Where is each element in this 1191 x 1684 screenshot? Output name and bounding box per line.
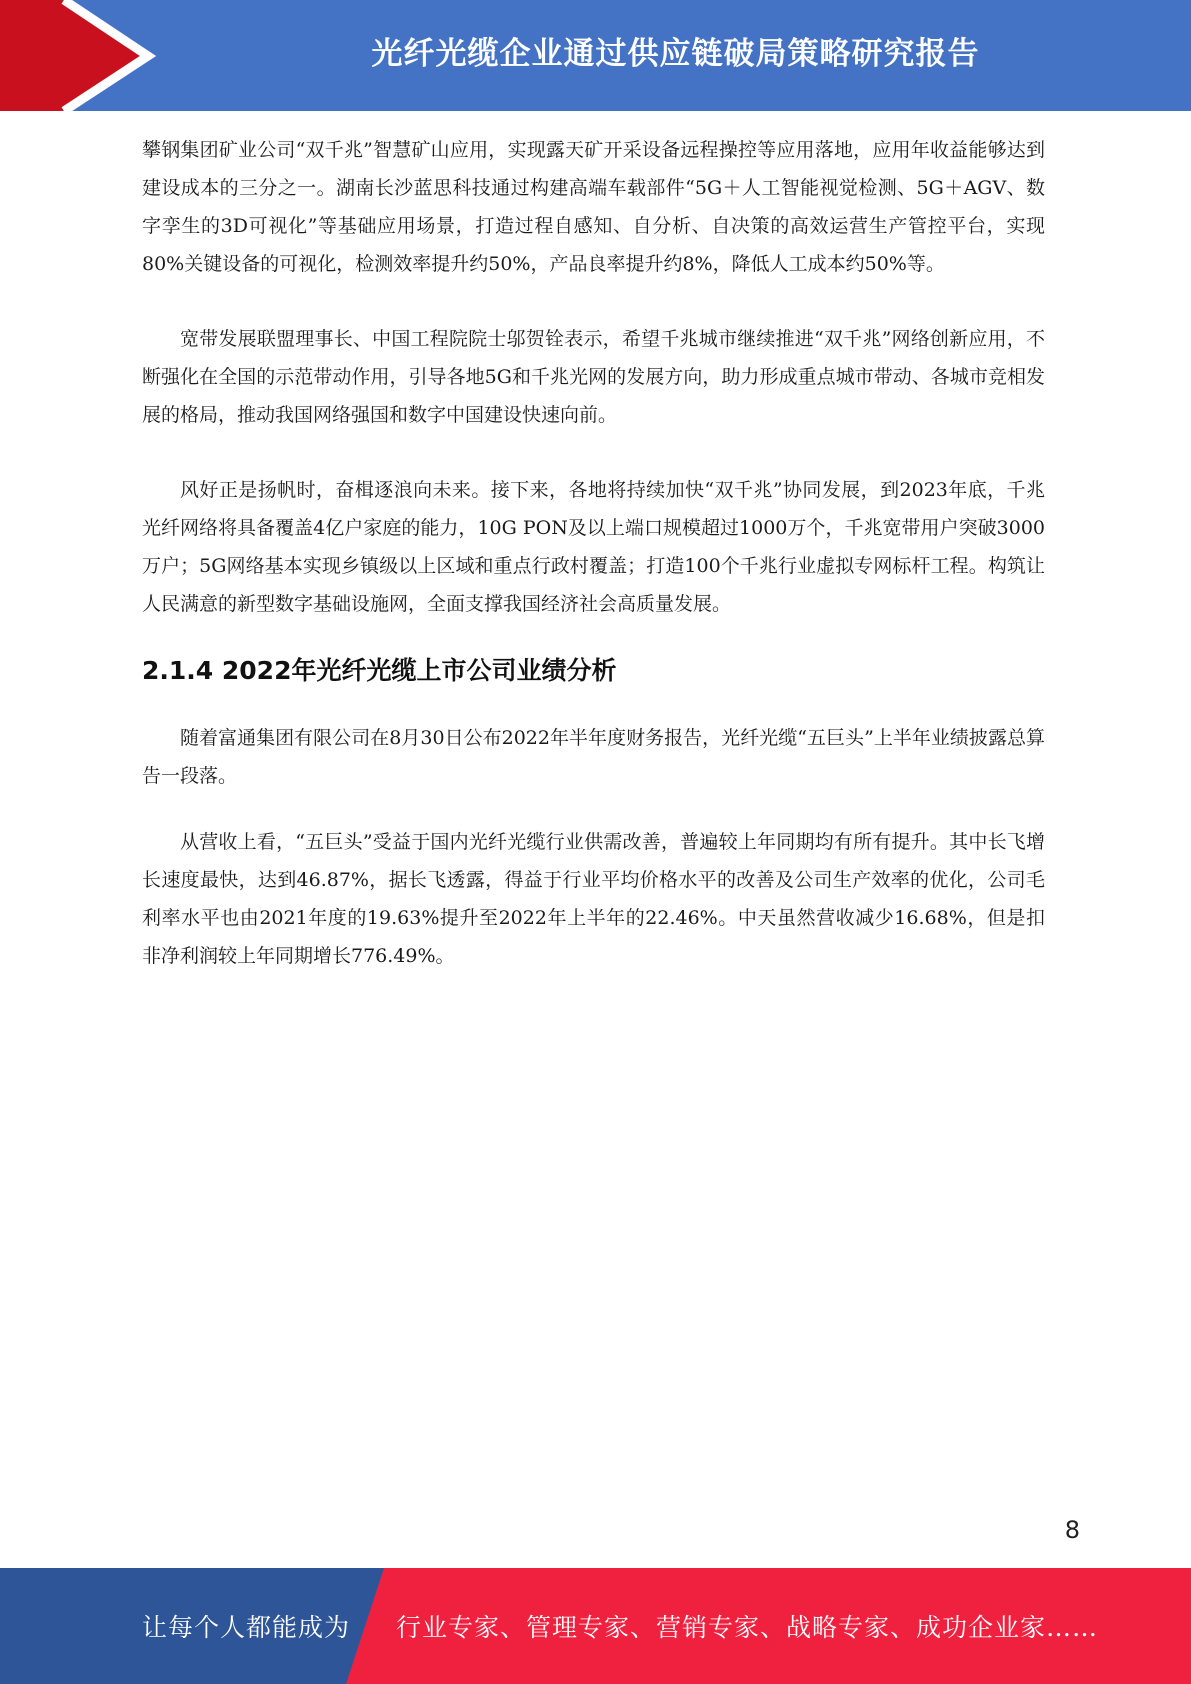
page-header bbox=[0, 0, 1191, 111]
document-body bbox=[142, 131, 1045, 975]
footer-slogan-left: 让每个人都能成为 bbox=[142, 1613, 351, 1642]
body-paragraph: 宽带发展联盟理事长、中国工程院院士邬贺铨表示，希望千兆城市继续推进“双千兆”网络创新应用，不断强化在全国的示范带动作用，引导各地5G和千兆光网的发展方向，助力形成重点城市带动、各城市竞相发展的格局，推动我国网络强国和数字中国建设快速向前。 bbox=[142, 328, 1045, 426]
footer-slogan-right: 行业专家、管理专家、营销专家、战略专家、成功企业家…… bbox=[396, 1613, 1099, 1642]
section-heading: 2.1.4 2022年光纤光缆上市公司业绩分析 bbox=[142, 656, 617, 685]
page-number: 8 bbox=[1064, 1516, 1080, 1544]
report-title: 光纤光缆企业通过供应链破局策略研究报告 bbox=[371, 35, 980, 72]
body-paragraph: 从营收上看，“五巨头”受益于国内光纤光缆行业供需改善，普遍较上年同期均有所有提升。其中长飞增长速度最快，达到46.87%，据长飞透露，得益于行业平均价格水平的改善及公司生产效率的优化，公司毛利率水平也由2021年度的19.63%提升至2022年上半年的22.46%。中天虽然营收减少16.68%，但是扣非净利润较上年同期增长776.49%。 bbox=[142, 831, 1045, 967]
body-paragraph: 攀钢集团矿业公司“双千兆”智慧矿山应用，实现露天矿开采设备远程操控等应用落地，应用年收益能够达到建设成本的三分之一。湖南长沙蓝思科技通过构建高端车载部件“5G＋人工智能视觉检测、5G＋AGV、数字孪生的3D可视化”等基础应用场景，打造过程自感知、自分析、自决策的高效运营生产管控平台，实现80%关键设备的可视化，检测效率提升约50%，产品良率提升约8%，降低人工成本约50%等。 bbox=[142, 139, 1045, 275]
body-paragraph: 随着富通集团有限公司在8月30日公布2022年半年度财务报告，光纤光缆“五巨头”上半年业绩披露总算告一段落。 bbox=[142, 727, 1045, 787]
page-footer bbox=[0, 1568, 1191, 1684]
body-paragraph: 风好正是扬帆时，奋楫逐浪向未来。接下来，各地将持续加快“双千兆”协同发展，到2023年底，千兆光纤网络将具备覆盖4亿户家庭的能力，10G PON及以上端口规模超过1000万个，千兆宽带用户突破3000万户；5G网络基本实现乡镇级以上区域和重点行政村覆盖；打造100个千兆行业虚拟专网标杆工程。构筑让人民满意的新型数字基础设施网，全面支撑我国经济社会高质量发展。 bbox=[142, 479, 1045, 615]
